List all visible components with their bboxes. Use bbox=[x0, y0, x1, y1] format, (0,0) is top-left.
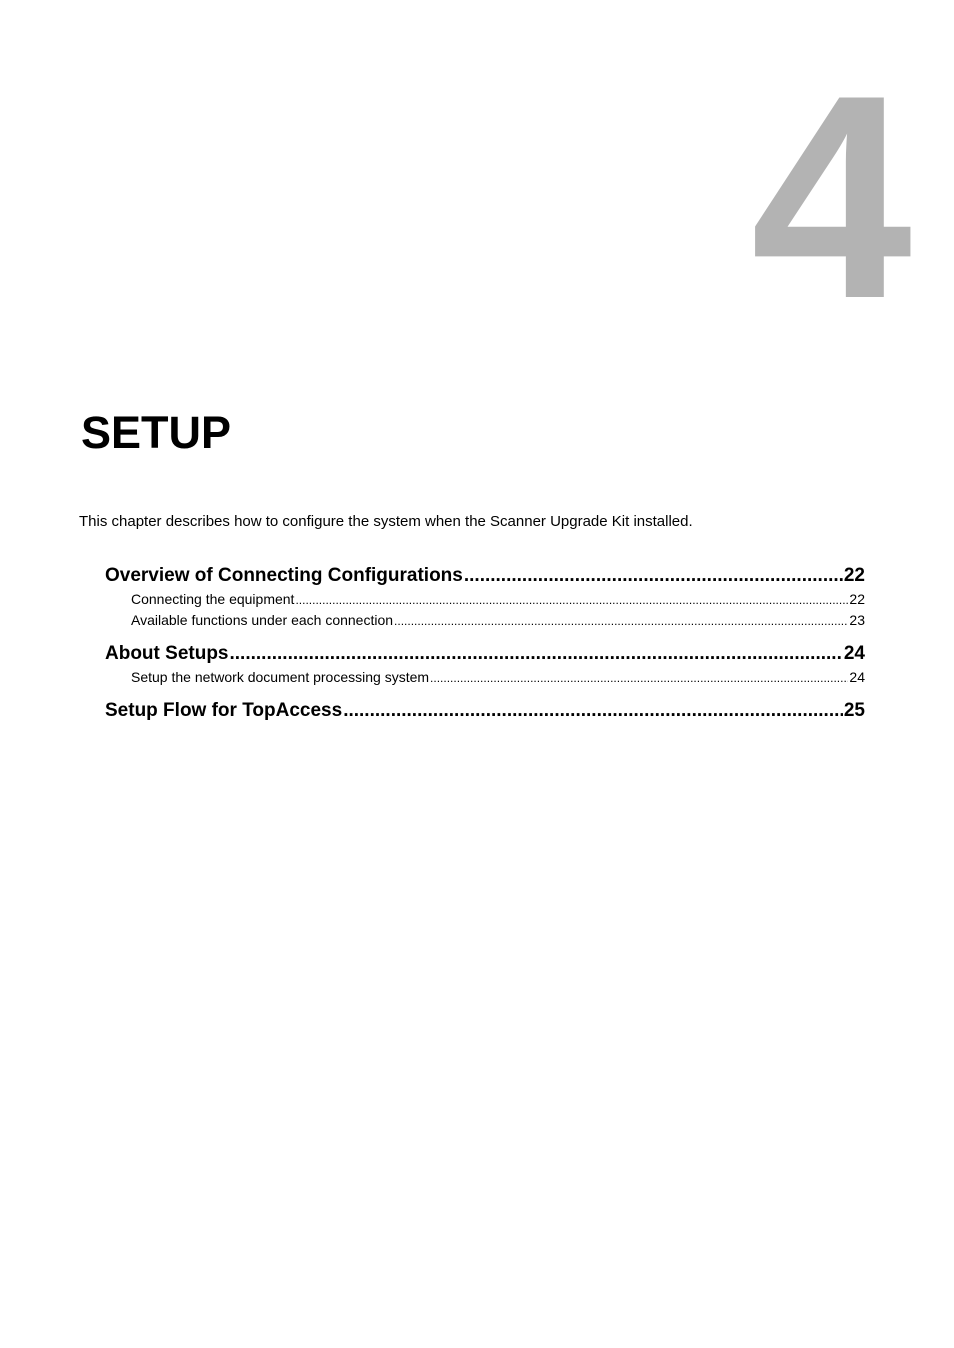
toc-entry-about-setups[interactable] bbox=[105, 641, 865, 667]
toc-spacer bbox=[105, 688, 865, 698]
toc-dot-leader bbox=[343, 698, 843, 724]
toc-page-number: 24 bbox=[849, 669, 865, 685]
toc-dot-leader bbox=[230, 641, 843, 667]
chapter-intro: This chapter describes how to configure the system when the Scanner Upgrade Kit installed. bbox=[79, 513, 693, 530]
toc-entry-title: Setup the network document processing system bbox=[131, 669, 430, 685]
toc-page-number: 25 bbox=[843, 700, 865, 721]
toc-dot-leader bbox=[295, 589, 848, 610]
toc-entry-setup-flow-for-topaccess[interactable] bbox=[105, 698, 865, 724]
toc-entry-available-functions[interactable] bbox=[105, 610, 865, 631]
toc-entry-title: Connecting the equipment bbox=[131, 591, 295, 607]
toc-entry-overview-of-connecting-configurations[interactable] bbox=[105, 563, 865, 589]
chapter-number: 4 bbox=[750, 35, 912, 359]
toc-dot-leader bbox=[430, 667, 848, 688]
toc-page-number: 22 bbox=[843, 565, 865, 586]
toc-entry-setup-network-document-processing[interactable] bbox=[105, 667, 865, 688]
toc-page-number: 24 bbox=[843, 643, 865, 664]
toc-entry-title: Setup Flow for TopAccess bbox=[105, 700, 343, 721]
toc-dot-leader bbox=[464, 563, 843, 589]
toc-page-number: 23 bbox=[849, 612, 865, 628]
toc-entry-title: About Setups bbox=[105, 643, 229, 664]
toc-entry-title: Overview of Connecting Configurations bbox=[105, 565, 463, 586]
table-of-contents bbox=[105, 563, 865, 724]
toc-spacer bbox=[105, 631, 865, 641]
toc-entry-connecting-the-equipment[interactable] bbox=[105, 589, 865, 610]
chapter-title: SETUP bbox=[81, 407, 232, 458]
toc-page-number: 22 bbox=[849, 591, 865, 607]
toc-dot-leader bbox=[394, 610, 848, 631]
toc-entry-title: Available functions under each connection bbox=[131, 612, 394, 628]
